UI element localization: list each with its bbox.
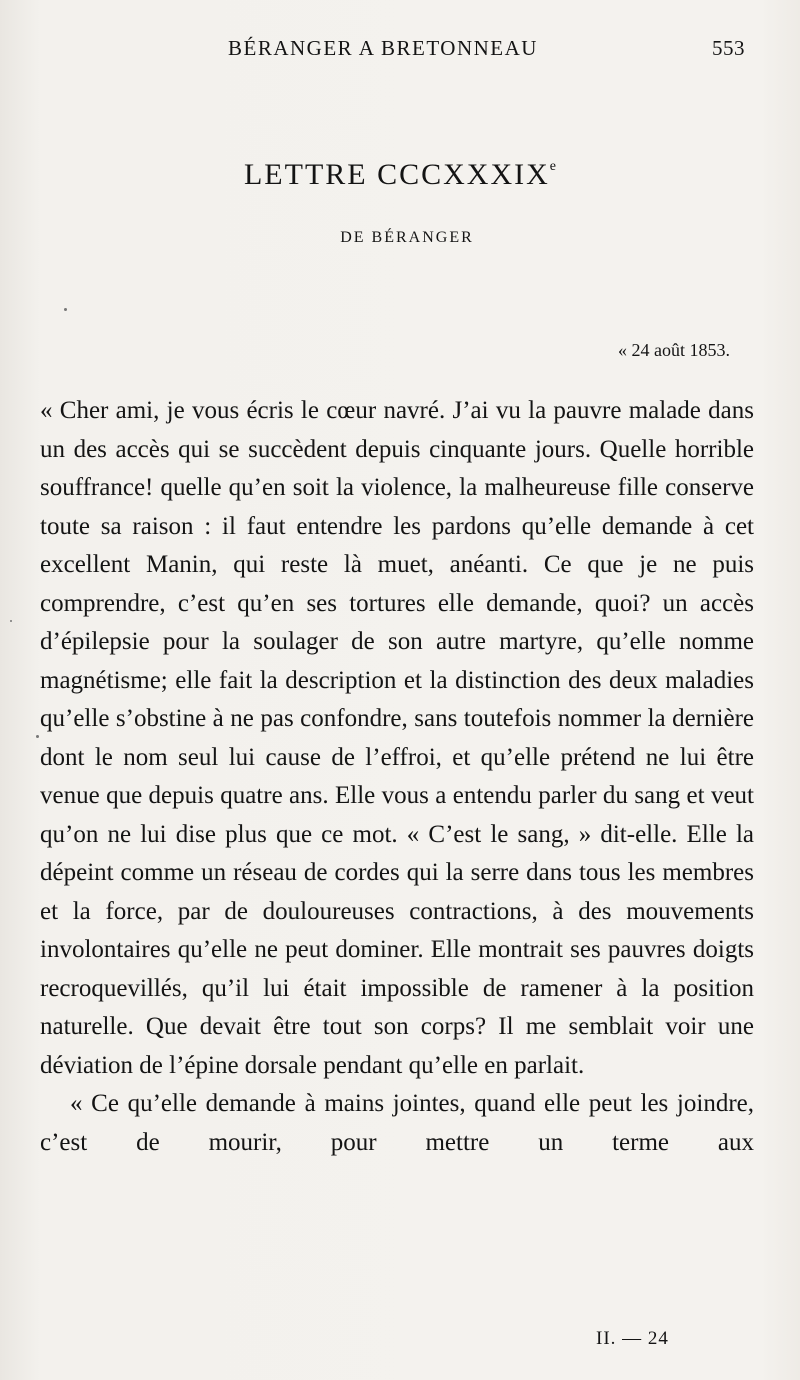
- print-speck: [36, 735, 39, 738]
- paragraph: « Ce qu’elle demande à mains jointes, quand elle peut les joindre, c’est de mourir, pour mettre un terme aux: [40, 1090, 754, 1156]
- letter-title-text: LETTRE CCCXXXIX: [243, 158, 550, 191]
- letter-author: DE BÉRANGER: [340, 229, 474, 246]
- page-number: 553: [712, 36, 745, 60]
- paragraph: « Cher ami, je vous écris le cœur navré. J’ai vu la pauvre malade dans un des accès qui se succèdent depuis cinquante jours. Quelle horrible souffrance! quelle qu’en soit la violence, la malheureuse fille conserve toute sa raison : il faut entendre les pardons qu’elle demande à cet excellent Manin, qui reste là muet, anéanti. Ce que je ne puis comprendre, c’est qu’en ses tortures elle demande, quoi? un accès d’épilepsie pour la soulager de son autre martyre, qu’elle nomme magnétisme; elle fait la description et la distinction des deux maladies qu’elle s’obstine à ne pas confondre, sans toutefois nommer la dernière dont le nom seul lui cause de l’effroi, et qu’elle prétend ne lui être venue que depuis quatre ans. Elle vous a entendu parler du sang et veut qu’on ne lui dise plus que ce mot. « C’est le sang, » dit-elle. Elle la dépeint comme un réseau de cordes qui la serre dans tous les membres et la force, par de douloureuses contractions, à des mouvements involontaires qu’elle ne peut dominer. Elle montrait ses pauvres doigts recroquevillés, qu’il lui était impossible de ramener à la position naturelle. Que devait être tout son corps? Il me semblait voir une déviation de l’épine dorsale pendant qu’elle en parlait.: [40, 397, 754, 1079]
- letter-title-superscript: e: [549, 159, 557, 174]
- letter-body: [40, 392, 754, 1162]
- running-title: BÉRANGER A BRETONNEAU: [228, 36, 538, 60]
- running-head: [0, 36, 800, 66]
- print-speck: [64, 308, 67, 311]
- signature-mark: II. — 24: [596, 1328, 669, 1349]
- letter-title: [0, 158, 800, 192]
- letter-date: « 24 août 1853.: [618, 340, 730, 360]
- print-speck: [10, 620, 12, 622]
